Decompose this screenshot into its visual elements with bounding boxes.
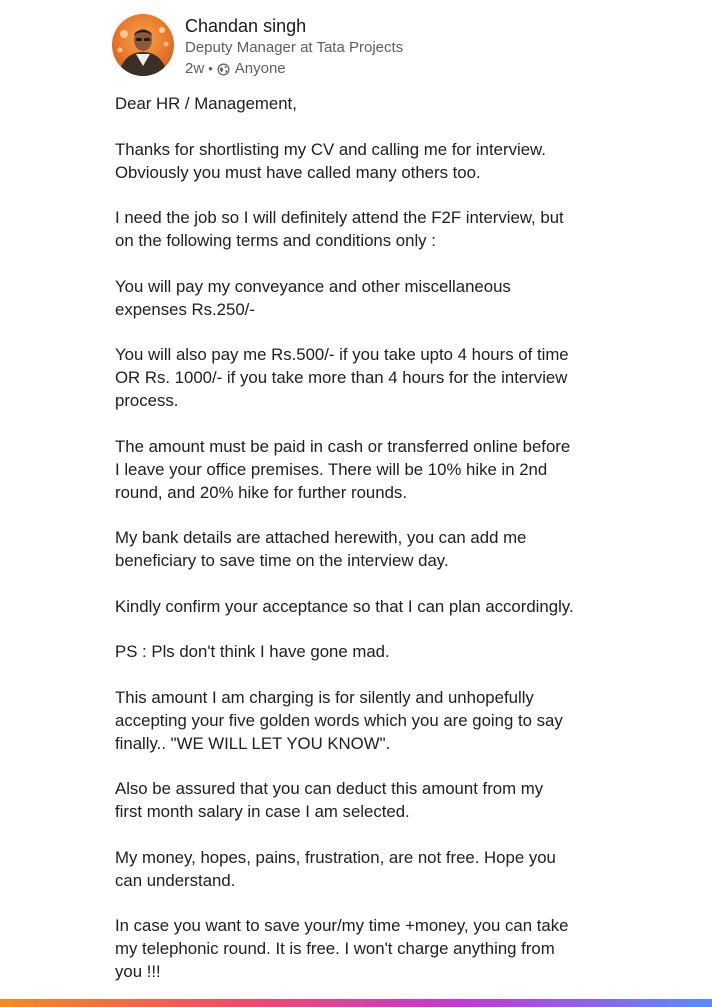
post-time: 2w <box>185 60 205 77</box>
post-paragraph: Also be assured that you can deduct this amount from my first month salary in case I am selected. <box>115 779 544 821</box>
post-header <box>112 14 672 80</box>
avatar[interactable] <box>112 14 174 76</box>
post-paragraph: PS : Pls don't think I have gone mad. <box>115 642 390 661</box>
post-paragraph: Kindly confirm your acceptance so that I can plan accordingly. <box>115 596 574 616</box>
post-paragraph: My money, hopes, pains, frustration, are not free. Hope you can understand. <box>115 847 556 890</box>
meta-separator: • <box>208 61 213 76</box>
post-paragraph: I need the job so I will definitely attend the F2F interview, but on the following terms and conditions only : <box>115 208 564 250</box>
profile-photo <box>112 14 174 76</box>
post-paragraph: The amount must be paid in cash or transferred online before I leave your office premises. There will be 10% hike in 2nd round, and 20% hike for further rounds. <box>115 436 571 502</box>
post-paragraph: In case you want to save your/my time +money, you can take my telephonic round. It is free. I won't charge anything from you !!! <box>115 916 569 981</box>
post-paragraph: This amount I am charging is for silently and unhopefully accepting your five golden words which you are going to say finally.. "WE WILL LET YOU KNOW". <box>115 687 563 753</box>
post-paragraph: My bank details are attached herewith, you can add me beneficiary to save time on the interview day. <box>115 528 527 570</box>
author-headline: Deputy Manager at Tata Projects <box>185 39 404 56</box>
visibility-label: Anyone <box>234 60 286 77</box>
post-paragraph: Thanks for shortlisting my CV and calling me for interview. Obviously you must have called many others too. <box>115 139 546 182</box>
author-name[interactable]: Chandan singh <box>185 16 307 36</box>
post-body <box>115 92 700 1006</box>
post-paragraph: You will also pay me Rs.500/- if you take upto 4 hours of time OR Rs. 1000/- if you take more than 4 hours for the interview process. <box>115 345 569 410</box>
globe-icon <box>217 63 230 76</box>
post-meta <box>185 60 286 78</box>
gradient-divider <box>0 999 712 1007</box>
post-paragraph: You will pay my conveyance and other miscellaneous expenses Rs.250/- <box>115 276 511 319</box>
post-paragraph: Dear HR / Management, <box>115 94 297 113</box>
